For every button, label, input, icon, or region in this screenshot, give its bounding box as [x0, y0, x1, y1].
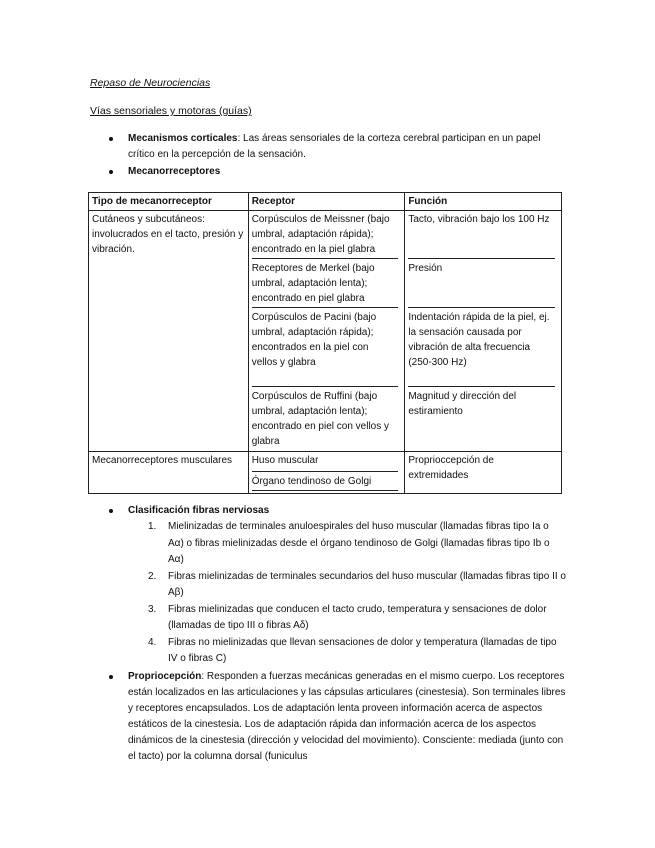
receptor-pacini: Corpúsculos de Pacini (bajo umbral, adaptación rápida); encontrados en la piel con vellos y glabra — [252, 310, 399, 387]
list-item: 2. Fibras mielinizadas de terminales secundarios del huso muscular (llamadas fibras tipo II o Aβ) — [148, 570, 566, 598]
function-ruffini: Magnitud y dirección del estiramiento — [408, 391, 517, 417]
function-pacini: Indentación rápida de la piel, ej. la sensación causada por vibración de alta frecuencia (250-300 Hz) — [408, 310, 555, 387]
bullet-fiber-classification — [128, 503, 568, 519]
page-title: Repaso de Neurociencias — [90, 77, 211, 89]
fiber-list — [148, 519, 566, 668]
table-row — [89, 452, 562, 494]
bullet-dot-icon — [109, 675, 113, 679]
table-cell-receptors — [248, 211, 405, 452]
table-row — [89, 211, 562, 452]
function-proprioception: Proprioccepción de extremidades — [408, 455, 494, 481]
bullet-label: Mecanismos corticales — [128, 133, 238, 144]
table-header-cell: Receptor — [248, 193, 405, 211]
receptor-golgi: Órgano tendinoso de Golgi — [252, 474, 399, 491]
mechanoreceptor-table — [88, 192, 562, 494]
section-subtitle: Vías sensoriales y motoras (guías) — [90, 105, 252, 117]
bullet-dot-icon — [109, 509, 113, 513]
bullet-label: Propriocepción — [128, 671, 202, 682]
list-item: 4. Fibras no mielinizadas que llevan sensaciones de dolor y temperatura (llamadas de tipo IV o fibras C) — [148, 636, 557, 664]
table-header-cell: Función — [405, 193, 562, 211]
bullet-dot-icon — [109, 170, 113, 174]
bullet-text: : Las áreas sensoriales de la corteza cerebral participan en un papel crítico en la percepción de la sensación. — [128, 133, 541, 160]
function-merkel: Presión — [408, 261, 555, 308]
table-cell-receptors — [248, 452, 405, 494]
bullet-cortical — [128, 131, 568, 163]
bullet-text: : Responden a fuerzas mecánicas generadas en el mismo cuerpo. Los receptores están localizados en las articulaciones y las cápsulas articulares (cinestesia). Son terminales libres y receptores encapsulados. Los de adaptación lenta proveen información acerca de aspectos estáticos de la cinestesia. Los de adaptación rápida dan información acerca de los aspectos dinámicos de la cinestesia (dirección y velocidad del movimiento). Consciente: mediada (junto con el tacto) por la columna dorsal (funiculus — [128, 671, 566, 762]
table-header-row — [89, 193, 562, 211]
list-item: 3. Fibras mielinizadas que conducen el tacto crudo, temperatura y sensaciones de dolor (llamadas de tipo III o fibras Aδ) — [148, 603, 547, 631]
list-item: 1. Mielinizadas de terminales anuloespirales del huso muscular (llamadas fibras tipo Ia o Aα) o fibras mielinizadas desde el órgano tendinoso de Golgi (llamadas fibras tipo Ib o Aα) — [148, 521, 550, 565]
receptor-ruffini: Corpúsculos de Ruffini (bajo umbral, adaptación lenta); encontrado en piel con vellos y glabra — [251, 391, 390, 447]
table-cell-functions — [405, 452, 562, 494]
function-meissner: Tacto, vibración bajo los 100 Hz — [408, 212, 555, 259]
receptor-merkel: Receptores de Merkel (bajo umbral, adaptación lenta); encontrado en piel glabra — [252, 261, 399, 308]
table-cell-type: Mecanorreceptores musculares — [89, 452, 249, 494]
receptor-muscle-spindle: Huso muscular — [252, 453, 399, 472]
table-header-cell: Tipo de mecanorreceptor — [89, 193, 249, 211]
bullet-mechanoreceptors — [128, 164, 568, 180]
bullet-label: Mecanorreceptores — [128, 166, 221, 177]
receptor-meissner: Corpúsculos de Meissner (bajo umbral, adaptación rápida); encontrado en la piel glabra — [252, 212, 399, 259]
bullet-label: Clasificación fibras nerviosas — [128, 505, 270, 516]
table-cell-type: Cutáneos y subcutáneos: involucrados en el tacto, presión y vibración. — [89, 211, 249, 452]
table-cell-functions — [405, 211, 562, 452]
bullet-dot-icon — [109, 137, 113, 141]
bullet-proprioception — [128, 669, 566, 765]
